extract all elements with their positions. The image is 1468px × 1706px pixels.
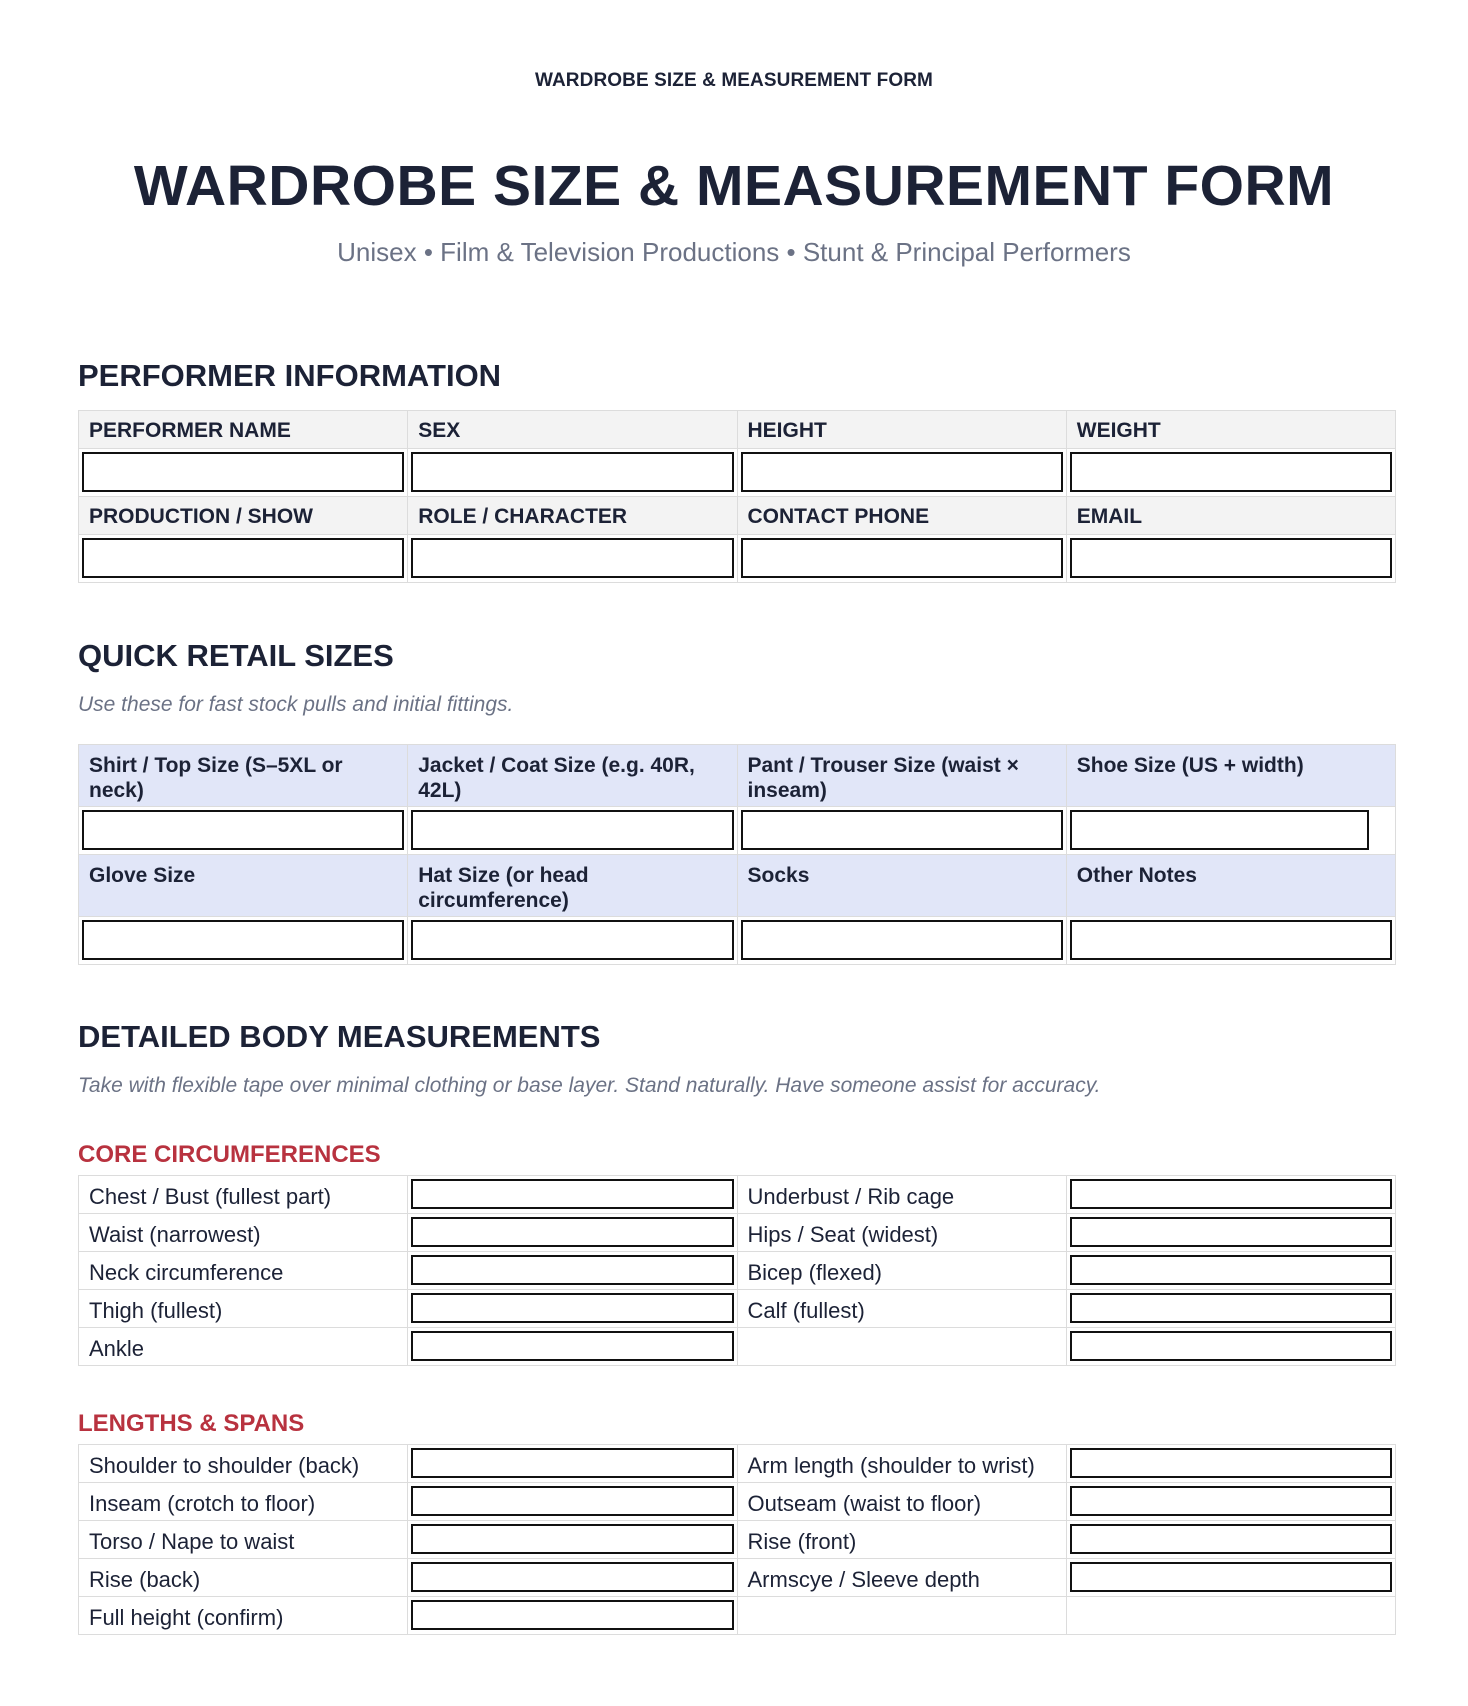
empty-cell (1066, 1597, 1395, 1635)
measure-label: Waist (narrowest) (79, 1214, 408, 1252)
measure-label: Shoulder to shoulder (back) (79, 1445, 408, 1483)
field-label-sex: SEX (408, 411, 737, 449)
core-circumferences-table (78, 1175, 1396, 1366)
email-input[interactable] (1070, 538, 1392, 578)
title-block (0, 154, 1468, 268)
measure-label: Ankle (79, 1328, 408, 1366)
performer-info-table (78, 410, 1396, 583)
weight-input[interactable] (1070, 452, 1392, 492)
performer-name-input[interactable] (82, 452, 404, 492)
page-title: WARDROBE SIZE & MEASUREMENT FORM (133, 154, 1335, 218)
body-section-heading: DETAILED BODY MEASUREMENTS (78, 1019, 601, 1054)
field-label-jacket-size: Jacket / Coat Size (e.g. 40R, 42L) (408, 745, 737, 807)
height-input[interactable] (741, 452, 1063, 492)
full-height-input[interactable] (411, 1600, 733, 1630)
running-header: WARDROBE SIZE & MEASUREMENT FORM (535, 70, 933, 91)
rise-front-input[interactable] (1070, 1524, 1392, 1554)
shirt-size-input[interactable] (82, 810, 404, 850)
extra-core-input[interactable] (1070, 1331, 1392, 1361)
measure-label: Neck circumference (79, 1252, 408, 1290)
body-section-note: Take with flexible tape over minimal clothing or base layer. Stand naturally. Have someone assist for accuracy. (78, 1074, 1101, 1097)
field-label-performer-name: PERFORMER NAME (79, 411, 408, 449)
ankle-input[interactable] (411, 1331, 733, 1361)
field-label-production: PRODUCTION / SHOW (79, 497, 408, 535)
measure-label: Calf (fullest) (737, 1290, 1066, 1328)
role-input[interactable] (411, 538, 733, 578)
measure-label: Outseam (waist to floor) (737, 1483, 1066, 1521)
field-label-weight: WEIGHT (1066, 411, 1395, 449)
field-label-shirt-size: Shirt / Top Size (S–5XL or neck) (79, 745, 408, 807)
torso-input[interactable] (411, 1524, 733, 1554)
bicep-input[interactable] (1070, 1255, 1392, 1285)
field-label-shoe-size: Shoe Size (US + width) (1066, 745, 1395, 807)
waist-input[interactable] (411, 1217, 733, 1247)
measure-label: Underbust / Rib cage (737, 1176, 1066, 1214)
hat-size-input[interactable] (411, 920, 733, 960)
hips-input[interactable] (1070, 1217, 1392, 1247)
field-label-pant-size: Pant / Trouser Size (waist × inseam) (737, 745, 1066, 807)
field-label-hat-size: Hat Size (or head circumference) (408, 855, 737, 917)
measure-label: Torso / Nape to waist (79, 1521, 408, 1559)
inseam-input[interactable] (411, 1486, 733, 1516)
page-subtitle: Unisex • Film & Television Productions • Stunt & Principal Performers (337, 237, 1131, 267)
measure-label: Hips / Seat (widest) (737, 1214, 1066, 1252)
field-label-email: EMAIL (1066, 497, 1395, 535)
core-circumferences-heading: CORE CIRCUMFERENCES (78, 1141, 381, 1168)
field-label-role: ROLE / CHARACTER (408, 497, 737, 535)
arm-length-input[interactable] (1070, 1448, 1392, 1478)
retail-section-note: Use these for fast stock pulls and initial fittings. (78, 693, 514, 716)
phone-input[interactable] (741, 538, 1063, 578)
sex-input[interactable] (411, 452, 733, 492)
shoe-size-input[interactable] (1070, 810, 1370, 850)
underbust-input[interactable] (1070, 1179, 1392, 1209)
socks-input[interactable] (741, 920, 1063, 960)
calf-input[interactable] (1070, 1293, 1392, 1323)
measure-label: Armscye / Sleeve depth (737, 1559, 1066, 1597)
shoulder-input[interactable] (411, 1448, 733, 1478)
retail-section-heading: QUICK RETAIL SIZES (78, 638, 394, 673)
pant-size-input[interactable] (741, 810, 1063, 850)
outseam-input[interactable] (1070, 1486, 1392, 1516)
field-label-other-notes: Other Notes (1066, 855, 1395, 917)
measure-label: Arm length (shoulder to wrist) (737, 1445, 1066, 1483)
field-label-glove-size: Glove Size (79, 855, 408, 917)
other-notes-input[interactable] (1070, 920, 1392, 960)
chest-input[interactable] (411, 1179, 733, 1209)
field-label-socks: Socks (737, 855, 1066, 917)
retail-sizes-table (78, 744, 1396, 965)
field-label-height: HEIGHT (737, 411, 1066, 449)
measure-label: Thigh (fullest) (79, 1290, 408, 1328)
production-input[interactable] (82, 538, 404, 578)
measure-label: Rise (front) (737, 1521, 1066, 1559)
measure-label: Rise (back) (79, 1559, 408, 1597)
rise-back-input[interactable] (411, 1562, 733, 1592)
glove-size-input[interactable] (82, 920, 404, 960)
thigh-input[interactable] (411, 1293, 733, 1323)
measure-label: Inseam (crotch to floor) (79, 1483, 408, 1521)
jacket-size-input[interactable] (411, 810, 733, 850)
measure-label: Chest / Bust (fullest part) (79, 1176, 408, 1214)
measure-label-empty (737, 1597, 1066, 1635)
performer-section-heading: PERFORMER INFORMATION (78, 358, 502, 393)
armscye-input[interactable] (1070, 1562, 1392, 1592)
measure-label: Bicep (flexed) (737, 1252, 1066, 1290)
field-label-phone: CONTACT PHONE (737, 497, 1066, 535)
lengths-spans-table (78, 1444, 1396, 1635)
lengths-spans-heading: LENGTHS & SPANS (78, 1410, 305, 1437)
measure-label: Full height (confirm) (79, 1597, 408, 1635)
neck-input[interactable] (411, 1255, 733, 1285)
measure-label-empty (737, 1328, 1066, 1366)
